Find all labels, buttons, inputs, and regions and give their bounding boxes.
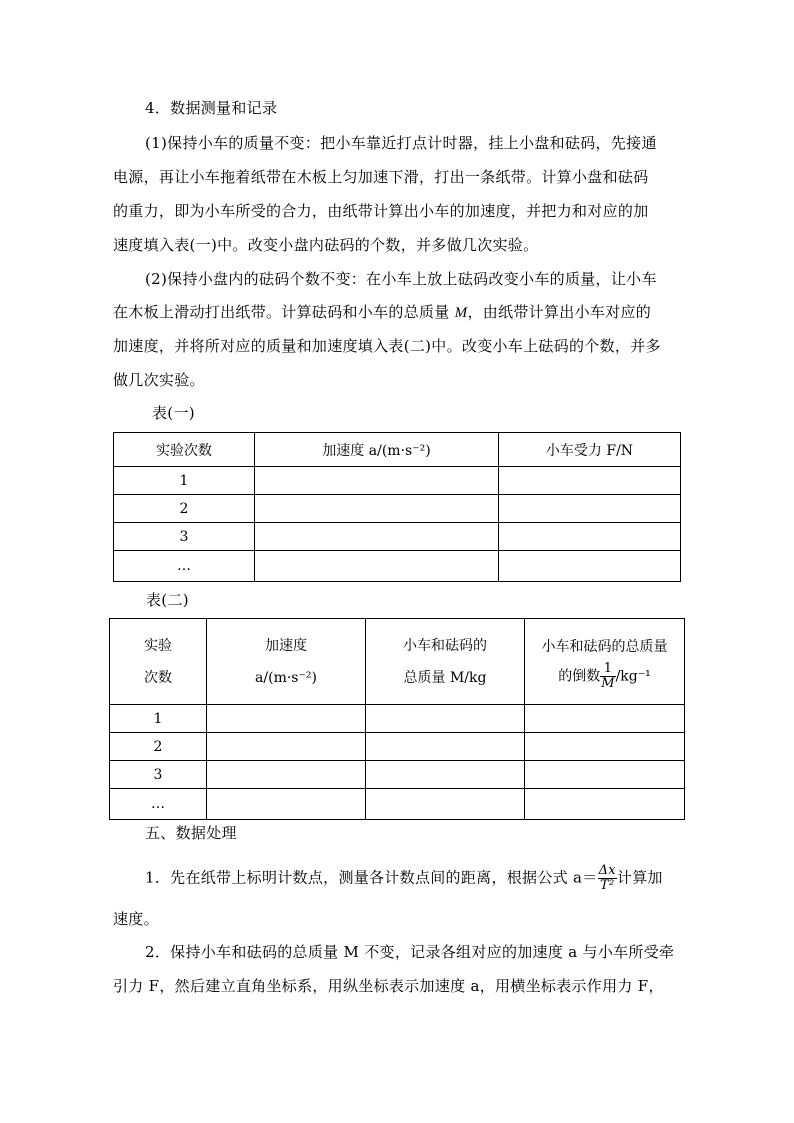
paragraph2-line2: 在木板上滑动打出纸带。计算砝码和小车的总质量 M，由纸带计算出小车对应的 — [113, 303, 652, 321]
table2-header-cell: 小车和砝码的 总质量 M/kg — [366, 619, 525, 705]
item1-line1: 1．先在纸带上标明计数点，测量各计数点间的距离，根据公式 a＝ $\frac{\Delta x}{\text{T²}}$ 计算加 — [145, 863, 663, 893]
paragraph1-line2: 电源，再让小车拖着纸带在木板上匀加速下滑，打出一条纸带。计算小盘和砝码 — [113, 168, 649, 186]
table-cell — [499, 551, 681, 582]
table2 — [109, 618, 685, 820]
inverse-mass-fraction: $\frac{1}{M}$ — [601, 661, 615, 691]
table2-header-cell: 加速度 a/(m·s⁻²) — [207, 619, 366, 705]
table2-header-cell: 实验 次数 — [110, 619, 207, 705]
table-cell — [366, 705, 525, 733]
table1-row-index: 3 — [114, 523, 255, 551]
paragraph2-line3: 加速度，并将所对应的质量和加速度填入表(二)中。改变小车上砝码的个数，并多 — [113, 337, 661, 355]
table-cell — [207, 733, 366, 761]
item2-line1: 2．保持小车和砝码的总质量 M 不变，记录各组对应的加速度 a 与小车所受牵 — [145, 943, 675, 961]
table-cell — [366, 761, 525, 789]
table-cell — [499, 495, 681, 523]
table2-row-index: … — [110, 789, 207, 820]
table-row — [110, 789, 685, 820]
table1-header-cell: 加速度 a/(m·s⁻²) — [255, 433, 499, 467]
table-cell — [207, 705, 366, 733]
table-cell — [525, 789, 685, 820]
table1-row-index: 1 — [114, 467, 255, 495]
table1-row-index: 2 — [114, 495, 255, 523]
table2-row-index: 3 — [110, 761, 207, 789]
table1 — [113, 432, 681, 582]
paragraph1-line3: 的重力，即为小车所受的合力，由纸带计算出小车的加速度，并把力和对应的加 — [113, 202, 649, 220]
paragraph1-line1: (1)保持小车的质量不变：把小车靠近打点计时器，挂上小盘和砝码，先接通 — [145, 134, 657, 152]
table-cell — [207, 761, 366, 789]
paragraph2-line1: (2)保持小盘内的砝码个数不变：在小车上放上砝码改变小车的质量，让小车 — [145, 270, 657, 288]
paragraph1-line4: 速度填入表(一)中。改变小盘内砝码的个数，并多做几次实验。 — [113, 236, 539, 254]
table-row — [114, 495, 681, 523]
table-cell — [255, 523, 499, 551]
table-row — [114, 523, 681, 551]
table-row — [110, 705, 685, 733]
table-cell — [525, 733, 685, 761]
table2-row-index: 2 — [110, 733, 207, 761]
table-cell — [207, 789, 366, 820]
table1-row-index: … — [114, 551, 255, 582]
table2-row-index: 1 — [110, 705, 207, 733]
table-cell — [525, 705, 685, 733]
table-cell — [499, 467, 681, 495]
table1-header-cell: 小车受力 F/N — [499, 433, 681, 467]
item1-line2: 速度。 — [113, 910, 159, 928]
table1-header-row — [114, 433, 681, 467]
table-cell — [255, 467, 499, 495]
table1-caption: 表(一) — [152, 404, 195, 422]
table2-caption: 表(二) — [146, 591, 189, 609]
item2-line2: 引力 F，然后建立直角坐标系，用纵坐标表示加速度 a，用横坐标表示作用力 F， — [113, 977, 664, 995]
table-cell — [366, 733, 525, 761]
section5-heading: 五、数据处理 — [145, 824, 237, 842]
section4-heading: 4．数据测量和记录 — [145, 99, 278, 117]
table-row — [110, 761, 685, 789]
table-cell — [499, 523, 681, 551]
table2-header-row — [110, 619, 685, 705]
table-cell — [255, 495, 499, 523]
table-cell — [525, 761, 685, 789]
table-row — [114, 467, 681, 495]
paragraph2-line4: 做几次实验。 — [113, 371, 205, 389]
table-row — [110, 733, 685, 761]
formula-fraction: $\frac{\Delta x}{\text{T²}}$ — [598, 863, 616, 893]
table-cell — [255, 551, 499, 582]
table2-header-cell: 小车和砝码的总质量 的倒数 $\frac{1}{M}$ /kg⁻¹ — [525, 619, 685, 705]
table1-header-cell: 实验次数 — [114, 433, 255, 467]
table-cell — [366, 789, 525, 820]
table-row — [114, 551, 681, 582]
